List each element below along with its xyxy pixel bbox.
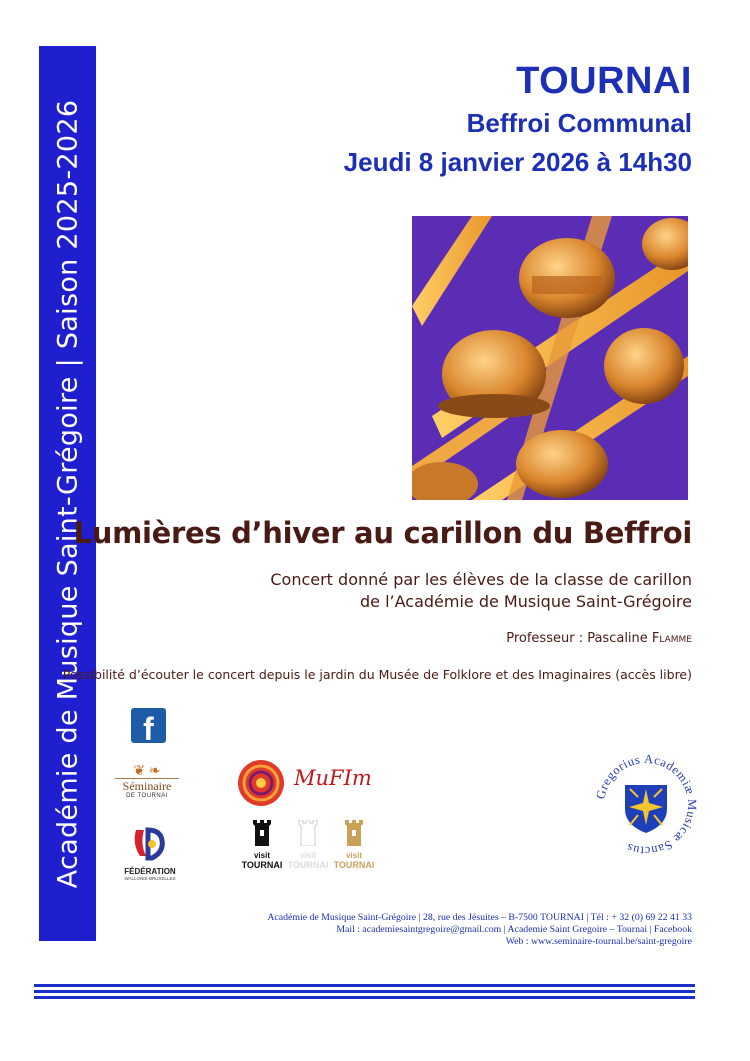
tower-icon [297,820,319,846]
mufim-logo [236,758,386,808]
seminaire-logo [115,762,179,799]
visit-tournai-logo-white [286,820,330,870]
professor-label: Professeur : Pascaline [506,631,648,646]
federation-name: FÉDÉRATION [124,867,176,876]
visit-tournai-logo-gold [332,820,376,870]
stripe [34,984,695,987]
visit-tournai-logo-black [240,820,284,870]
tournai-label-1: TOURNAI [241,860,283,870]
concert-description [270,569,692,613]
event-date: Jeudi 8 janvier 2026 à 14h30 [343,147,692,177]
federation-emblem-icon [130,826,170,862]
tournai-label-2: TOURNAI [287,860,329,870]
city-heading: TOURNAI [516,60,692,102]
footer-address: Académie de Musique Saint-Grégoire | 28, rue des Jésuites – B-7500 TOURNAI | Tél : + 32 (0) 69 22 41 33 [267,912,692,923]
professor-lastname: Flamme [651,631,692,646]
footer-web[interactable]: Web : www.seminaire-tournai.be/saint-gregoire [505,936,692,947]
concert-title: Lumières d’hiver au carillon du Beffroi [73,516,692,550]
stripe [34,990,695,993]
tournai-label-3: TOURNAI [333,860,375,870]
visit-label-3: visit [345,851,362,860]
academy-seal [592,751,700,859]
description-line-1: Concert donné par les élèves de la classe de carillon [270,570,692,589]
facebook-icon[interactable] [131,708,166,743]
bottom-stripes [34,984,695,1002]
tower-icon [343,820,365,846]
mufim-emblem-icon [236,758,286,808]
listen-note: Possibilité d’écouter le concert depuis le jardin du Musée de Folklore et des Imaginaires (accès libre) [62,667,692,682]
seminaire-subtitle: DE TOURNAI [126,793,168,799]
tower-icon [251,820,273,846]
visit-tournai-logos [240,820,380,876]
contact-footer [267,912,692,948]
federation-wallonie-bruxelles-logo [120,826,180,881]
visit-label-1: visit [253,851,270,860]
footer-mail[interactable]: Mail : academiesaintgregoire@gmail.com | Academie Saint Gregoire – Tournai | Facebook [336,924,692,935]
event-header [344,58,692,182]
seal-text: Gregorius Academiæ Musicæ Sanctus [593,751,700,859]
mufim-wordmark: MuFIm [294,766,372,790]
carillon-bells-photo [412,216,688,500]
visit-label-2: visit [299,851,316,860]
venue-heading: Beffroi Communal [466,108,692,138]
professor-credit [506,631,692,646]
stripe [34,996,695,999]
facebook-letter: f [143,711,154,743]
seminaire-name: Séminaire [115,778,179,793]
federation-subtitle: WALLONIE-BRUXELLES [124,876,176,881]
description-line-2: de l’Académie de Musique Saint-Grégoire [360,592,692,611]
sidebar-title: Académie de Musique Saint-Grégoire | Saison 2025-2026 [52,99,83,888]
sidebar-banner [39,46,96,941]
seminaire-leaf-icon: ❦ ❧ [133,762,161,778]
